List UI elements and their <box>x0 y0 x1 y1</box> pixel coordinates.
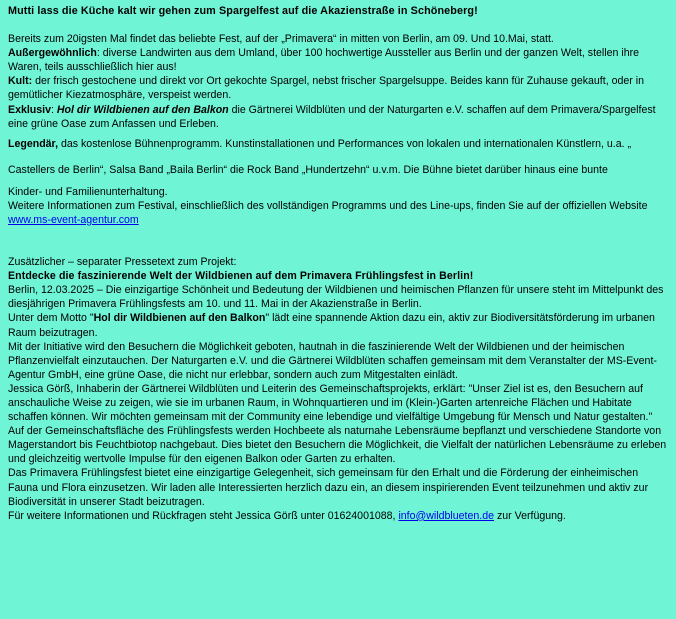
legend-paragraph <box>8 131 669 157</box>
info-paragraph <box>8 199 669 227</box>
motto-suffix: " lädt eine spannende Aktion dazu ein, aktiv zur Biodiversitätsförderung im urbanen Raum beizutragen. <box>8 312 655 339</box>
intro-paragraph: Bereits zum 20igsten Mal findet das beliebte Fest, auf der „Primavera“ in mitten von Berlin, am 09. Und 10.Mai, statt. <box>8 33 554 46</box>
press-paragraph-2 <box>8 311 669 339</box>
exklusiv-paragraph <box>8 103 669 131</box>
exklusiv-motto: Hol dir Wildbienen auf den Balkon <box>56 103 229 116</box>
kult-label: Kult: <box>8 75 33 88</box>
contact-text: Für weitere Informationen und Rückfragen steht Jessica Görß unter 01624001088, <box>8 509 399 522</box>
legend-line-3: Kinder- und Familienunterhaltung. <box>8 185 168 198</box>
press-paragraph-1: Berlin, 12.03.2025 – Die einzigartige Schönheit und Bedeutung der Wildbienen und heimischen Pflanzen für unsere steht im Mittelpunkt des diesjährigen Primavera Frühlingsfests am 10. und 11. Mai in der Akazienstraße in Berlin. <box>8 284 664 311</box>
extra-intro: Zusätzlicher – separater Pressetext zum Projekt: <box>8 256 237 269</box>
press-paragraph-4: Jessica Görß, Inhaberin der Gärtnerei Wildblüten und Leiterin des Gemeinschaftsprojekts, erklärt: "Unser Ziel ist es, den Besuchern auf anschauliche Weise zu zeigen, wie sie im urbanen Raum, in Wohnquartieren und im (Klein-)Garten artenreiche Flächen und Habitate schaffen können. Wir möchten gemeinsam mit der Community eine lebendige und vielfältige Umgebung für Mensch und Natur gestalten." <box>8 382 653 424</box>
press-paragraph-5: Auf der Gemeinschaftsfläche des Frühlingsfests werden Hochbeete als naturnahe Lebensräume bepflanzt und verschiedene Standorte von Magerstandort bis Feuchtbiotop nachgebaut. Dies bietet den Besuchern die Möglichkeit, die Vielfalt der natürlichen Lebensräume zu erleben und gleichzeitig wertvolle Impulse für den eigenen Balkon oder Garten zu erhalten. <box>8 425 667 466</box>
kult-text: der frisch gestochene und direkt vor Ort gekochte Spargel, nebst frischer Spargelsuppe. Beides kann für Zuhause gekauft, oder in gemütlicher Kiezatmosphäre, verspeist werden. <box>8 75 644 102</box>
info-text: Weitere Informationen zum Festival, einschließlich des vollständigen Programms und des Line-ups, finden Sie auf der offiziellen Website <box>8 199 648 212</box>
motto-prefix: Unter dem Motto " <box>8 312 94 325</box>
special-text: : diverse Landwirten aus dem Umland, über 100 hochwertige Aussteller aus Berlin und der ganzen Welt, stellen ihre Waren, teils ausschließlich hier aus! <box>8 47 640 74</box>
exklusiv-text: die Gärtnerei Wildblüten und der Naturgarten e.V. schaffen auf dem Primavera/Spargelfest eine grüne Oase zum Anfassen und Erleben. <box>8 103 656 130</box>
legend-text: das kostenlose Bühnenprogramm. Kunstinstallationen und Performances von lokalen und internationalen Künstlern, u.a. „ <box>58 137 632 150</box>
special-label: Außergewöhnlich <box>8 47 97 60</box>
special-paragraph <box>8 46 669 74</box>
contact-suffix: zur Verfügung. <box>494 509 566 522</box>
website-link[interactable]: www.ms-event-agentur.com <box>8 213 139 226</box>
motto-text: Hol dir Wildbienen auf den Balkon <box>93 312 266 325</box>
extra-title: Entdecke die faszinierende Welt der Wildbienen auf dem Primavera Frühlingsfest in Berlin! <box>8 270 474 283</box>
legend-line-2: Castellers de Berlin“, Salsa Band „Baila Berlin“ die Rock Band „Hundertzehn“ u.v.m. Die Bühne bietet darüber hinaus eine bunte <box>8 163 608 176</box>
kult-paragraph <box>8 74 669 102</box>
email-link[interactable]: info@wildblueten.de <box>398 509 495 522</box>
press-paragraph-3: Mit der Initiative wird den Besuchern die Möglichkeit geboten, hautnah in die faszinierende Welt der Wildbienen und der heimischen Pflanzenvielfalt einzutauchen. Der Naturgarten e.V. und die Gärtnerei Wildblüten schaffen gemeinsam mit dem Veranstalter der MS-Event-Agentur GmbH, eine grüne Oase, die nicht nur erlebbar, sondern auch zum Mitgestalten einlädt. <box>8 340 657 381</box>
exklusiv-colon: : <box>51 103 57 116</box>
legend-label: Legendär, <box>8 137 59 150</box>
press-paragraph-7 <box>8 509 669 523</box>
press-paragraph-6: Das Primavera Frühlingsfest bietet eine einzigartige Gelegenheit, sich gemeinsam für den Erhalt und die Förderung der einheimischen Fauna und Flora einzusetzen. Wir laden alle Interessierten herzlich dazu ein, an diesem inspirierenden Event teilzunehmen und aktiv zur Biodiversität in unserer Stadt beizutragen. <box>8 467 649 508</box>
exklusiv-label: Exklusiv <box>8 103 51 116</box>
document-title: Mutti lass die Küche kalt wir gehen zum Spargelfest auf die Akazienstraße in Schöneberg! <box>8 5 478 17</box>
